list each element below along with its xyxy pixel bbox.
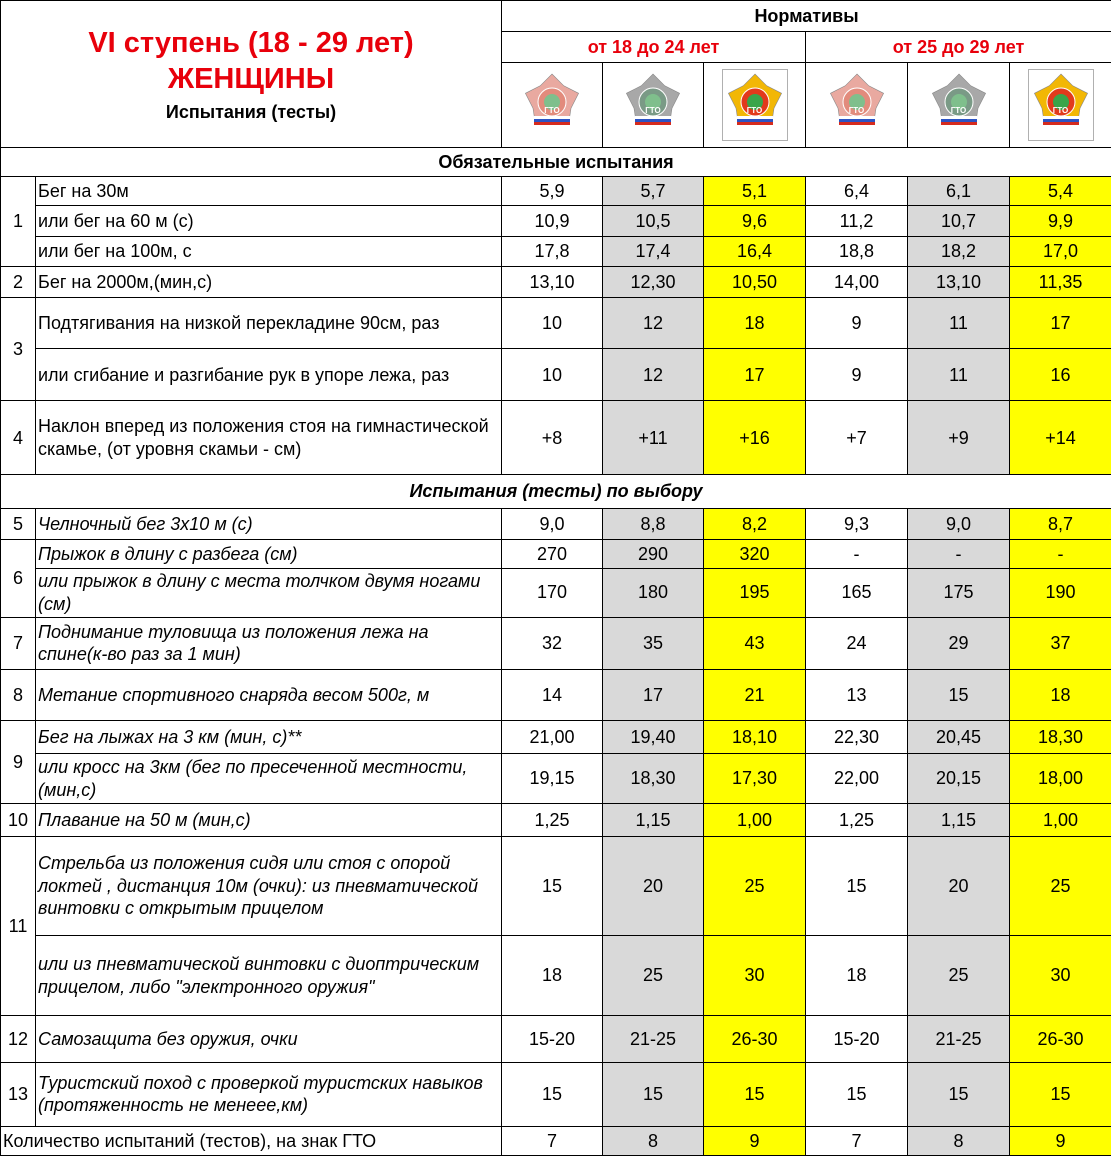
badge-gto-label: ГТО [848, 106, 865, 116]
test-description: Наклон вперед из положения стоя на гимнастической скамье, (от уровня скамьи - см) [36, 401, 502, 475]
normative-value: 10 [502, 297, 603, 349]
test-description: или бег на 100м, с [36, 236, 502, 266]
normative-value: 21-25 [603, 1015, 704, 1063]
test-description: или сгибание и разгибание рук в упоре лежа, раз [36, 349, 502, 401]
normative-value: 26-30 [704, 1015, 806, 1063]
normative-value: 5,1 [704, 176, 806, 205]
normative-value: 17,8 [502, 236, 603, 266]
normative-value: 18,00 [1010, 753, 1111, 804]
badge-gto-label: ГТО [1052, 106, 1069, 116]
normative-value: 10,50 [704, 267, 806, 297]
normative-value: 30 [1010, 936, 1111, 1015]
footer-value: 9 [1010, 1126, 1111, 1155]
normative-value: 15 [806, 836, 908, 936]
normative-value: 15 [1010, 1063, 1111, 1126]
badge-gto-label: ГТО [645, 106, 661, 116]
row-number: 12 [1, 1015, 36, 1063]
normative-value: 22,00 [806, 753, 908, 804]
normative-value: 11 [908, 349, 1010, 401]
normative-value: 1,15 [908, 804, 1010, 837]
normative-value: - [908, 540, 1010, 568]
normative-value: 5,7 [603, 176, 704, 205]
normative-value: 6,1 [908, 176, 1010, 205]
normative-value: +8 [502, 401, 603, 475]
normative-value: +9 [908, 401, 1010, 475]
normative-value: 8,7 [1010, 508, 1111, 539]
footer-value: 7 [806, 1126, 908, 1155]
table-row [1, 936, 1111, 1015]
normative-value: 25 [1010, 836, 1111, 936]
row-number: 3 [1, 297, 36, 401]
badge-gto-label: ГТО [950, 106, 967, 116]
normative-value: 17,4 [603, 236, 704, 266]
footer-label: Количество испытаний (тестов), на знак ГТО [1, 1126, 502, 1155]
title-tests: Испытания (тесты) [165, 102, 337, 123]
normative-value: 13 [806, 670, 908, 721]
normative-value: 20 [603, 836, 704, 936]
normative-value: 290 [603, 540, 704, 568]
normative-value: 1,15 [603, 804, 704, 837]
bronze-badge-icon [827, 72, 887, 132]
test-description: Туристский поход с проверкой туристских навыков (протяженность не менеее,км) [36, 1063, 502, 1126]
normative-value: 19,40 [603, 721, 704, 754]
gold-badge-cell [704, 62, 806, 147]
normative-value: - [806, 540, 908, 568]
normative-value: 18,2 [908, 236, 1010, 266]
test-description: Прыжок в длину с разбега (см) [36, 540, 502, 568]
normative-value: 15 [502, 1063, 603, 1126]
normative-value: 20 [908, 836, 1010, 936]
normative-value: 15 [603, 1063, 704, 1126]
normative-value: 9,0 [502, 508, 603, 539]
row-number: 9 [1, 721, 36, 804]
normative-value: 17,30 [704, 753, 806, 804]
row-number: 6 [1, 540, 36, 617]
test-description: Бег на 2000м,(мин,с) [36, 267, 502, 297]
normative-value: 11 [908, 297, 1010, 349]
table-row [1, 297, 1111, 349]
table-row [1, 267, 1111, 297]
normative-value: 15-20 [502, 1015, 603, 1063]
table-row [1, 508, 1111, 539]
normative-value: 270 [502, 540, 603, 568]
normative-value: +11 [603, 401, 704, 475]
normative-value: 12,30 [603, 267, 704, 297]
normative-value: 9 [806, 349, 908, 401]
table-row [1, 804, 1111, 837]
normative-value: 195 [704, 568, 806, 617]
normative-value: 18 [1010, 670, 1111, 721]
normative-value: 21 [704, 670, 806, 721]
table-row [1, 176, 1111, 205]
table-row [1, 236, 1111, 266]
table-row [1, 670, 1111, 721]
table-row [1, 568, 1111, 617]
normative-value: 1,25 [806, 804, 908, 837]
normative-value: 170 [502, 568, 603, 617]
table-row [1, 753, 1111, 804]
row-number: 5 [1, 508, 36, 539]
normative-value: 17 [1010, 297, 1111, 349]
title-block [1, 1, 502, 148]
normative-value: 10 [502, 349, 603, 401]
table-row [1, 1015, 1111, 1063]
normative-value: 26-30 [1010, 1015, 1111, 1063]
normative-value: 21-25 [908, 1015, 1010, 1063]
test-description: Челночный бег 3х10 м (с) [36, 508, 502, 539]
normative-value: 19,15 [502, 753, 603, 804]
normative-value: 18,30 [1010, 721, 1111, 754]
normative-value: 5,4 [1010, 176, 1111, 205]
normative-value: 8,2 [704, 508, 806, 539]
normative-value: 17 [704, 349, 806, 401]
section-optional: Испытания (тесты) по выбору [1, 475, 1111, 509]
footer-value: 8 [908, 1126, 1010, 1155]
normative-value: 13,10 [908, 267, 1010, 297]
test-description: или из пневматической винтовки с диоптрическим прицелом, либо "электронного оружия" [36, 936, 502, 1015]
normative-value: 18,8 [806, 236, 908, 266]
age-group-18-24: от 18 до 24 лет [502, 32, 806, 62]
silver-badge-icon [929, 72, 989, 132]
row-number: 10 [1, 804, 36, 837]
table-row [1, 206, 1111, 236]
row-number: 8 [1, 670, 36, 721]
normative-value: 24 [806, 617, 908, 670]
age-group-25-29: от 25 до 29 лет [806, 32, 1111, 62]
row-number: 11 [1, 836, 36, 1015]
normative-value: 175 [908, 568, 1010, 617]
normative-value: +16 [704, 401, 806, 475]
normative-value: 17 [603, 670, 704, 721]
normative-value: 180 [603, 568, 704, 617]
gold-badge-icon [1031, 72, 1091, 132]
normative-value: 32 [502, 617, 603, 670]
normative-value: 10,9 [502, 206, 603, 236]
normative-value: 8,8 [603, 508, 704, 539]
bronze-badge-icon [522, 72, 582, 132]
normative-value: 10,5 [603, 206, 704, 236]
row-number: 13 [1, 1063, 36, 1126]
test-description: Плавание на 50 м (мин,с) [36, 804, 502, 837]
table-row [1, 836, 1111, 936]
normative-value: 15 [908, 1063, 1010, 1126]
normative-value: 1,25 [502, 804, 603, 837]
normative-value: 18,10 [704, 721, 806, 754]
row-number: 4 [1, 401, 36, 475]
normative-value: 18 [502, 936, 603, 1015]
test-description: Поднимание туловища из положения лежа на спине(к-во раз за 1 мин) [36, 617, 502, 670]
normative-value: 18 [704, 297, 806, 349]
normative-value: 5,9 [502, 176, 603, 205]
table-row [1, 540, 1111, 568]
normative-value: - [1010, 540, 1111, 568]
footer-value: 8 [603, 1126, 704, 1155]
normative-value: 14,00 [806, 267, 908, 297]
badge-gto-label: ГТО [746, 106, 763, 116]
row-number: 2 [1, 267, 36, 297]
test-description: или бег на 60 м (с) [36, 206, 502, 236]
bronze-badge-cell [502, 62, 603, 147]
normative-value: 9,3 [806, 508, 908, 539]
normative-value: +7 [806, 401, 908, 475]
test-description: Стрельба из положения сидя или стоя с опорой локтей , дистанция 10м (очки): из пневматической винтовки с открытым прицелом [36, 836, 502, 936]
normative-value: 15 [908, 670, 1010, 721]
normative-value: 16 [1010, 349, 1111, 401]
test-description: Бег на лыжах на 3 км (мин, с)** [36, 721, 502, 754]
normative-value: 29 [908, 617, 1010, 670]
normative-value: 1,00 [704, 804, 806, 837]
normative-value: 15 [704, 1063, 806, 1126]
test-description: Подтягивания на низкой перекладине 90см, раз [36, 297, 502, 349]
section-mandatory: Обязательные испытания [1, 148, 1111, 176]
gold-badge-icon [725, 72, 785, 132]
normative-value: 9,0 [908, 508, 1010, 539]
test-description: Метание спортивного снаряда весом 500г, м [36, 670, 502, 721]
normative-value: 20,45 [908, 721, 1010, 754]
normative-value: 25 [603, 936, 704, 1015]
normative-value: 30 [704, 936, 806, 1015]
table-row [1, 401, 1111, 475]
test-description: или кросс на 3км (бег по пресеченной местности, (мин,с) [36, 753, 502, 804]
test-description: или прыжок в длину с места толчком двумя ногами (см) [36, 568, 502, 617]
footer-value: 7 [502, 1126, 603, 1155]
table-row [1, 617, 1111, 670]
footer-value: 9 [704, 1126, 806, 1155]
bronze-badge-cell [806, 62, 908, 147]
normative-value: 25 [704, 836, 806, 936]
test-description: Самозащита без оружия, очки [36, 1015, 502, 1063]
normative-value: 9,6 [704, 206, 806, 236]
title-gender: ЖЕНЩИНЫ [167, 62, 335, 95]
silver-badge-cell [603, 62, 704, 147]
test-description: Бег на 30м [36, 176, 502, 205]
normative-value: 21,00 [502, 721, 603, 754]
gold-badge-cell [1010, 62, 1111, 147]
normative-value: 320 [704, 540, 806, 568]
normative-value: 43 [704, 617, 806, 670]
row-number: 7 [1, 617, 36, 670]
table-row [1, 1063, 1111, 1126]
normative-value: 22,30 [806, 721, 908, 754]
normative-value: 11,2 [806, 206, 908, 236]
normative-value: +14 [1010, 401, 1111, 475]
normative-value: 17,0 [1010, 236, 1111, 266]
normative-value: 9 [806, 297, 908, 349]
normative-value: 1,00 [1010, 804, 1111, 837]
normative-value: 10,7 [908, 206, 1010, 236]
normative-value: 18,30 [603, 753, 704, 804]
normative-value: 6,4 [806, 176, 908, 205]
normative-value: 15-20 [806, 1015, 908, 1063]
normative-value: 15 [502, 836, 603, 936]
normative-value: 12 [603, 297, 704, 349]
silver-badge-icon [623, 72, 683, 132]
normative-value: 18 [806, 936, 908, 1015]
row-number: 1 [1, 176, 36, 266]
normative-value: 13,10 [502, 267, 603, 297]
normatives-header: Нормативы [502, 1, 1111, 32]
title-stage: VI ступень (18 - 29 лет) [88, 26, 414, 59]
normative-value: 165 [806, 568, 908, 617]
normative-value: 11,35 [1010, 267, 1111, 297]
normative-value: 15 [806, 1063, 908, 1126]
normative-value: 35 [603, 617, 704, 670]
table-row [1, 349, 1111, 401]
normative-value: 9,9 [1010, 206, 1111, 236]
badge-gto-label: ГТО [544, 106, 560, 116]
normative-value: 190 [1010, 568, 1111, 617]
normative-value: 12 [603, 349, 704, 401]
normative-value: 20,15 [908, 753, 1010, 804]
normative-value: 37 [1010, 617, 1111, 670]
table-row [1, 721, 1111, 754]
normative-value: 14 [502, 670, 603, 721]
normative-value: 16,4 [704, 236, 806, 266]
normative-value: 25 [908, 936, 1010, 1015]
silver-badge-cell [908, 62, 1010, 147]
